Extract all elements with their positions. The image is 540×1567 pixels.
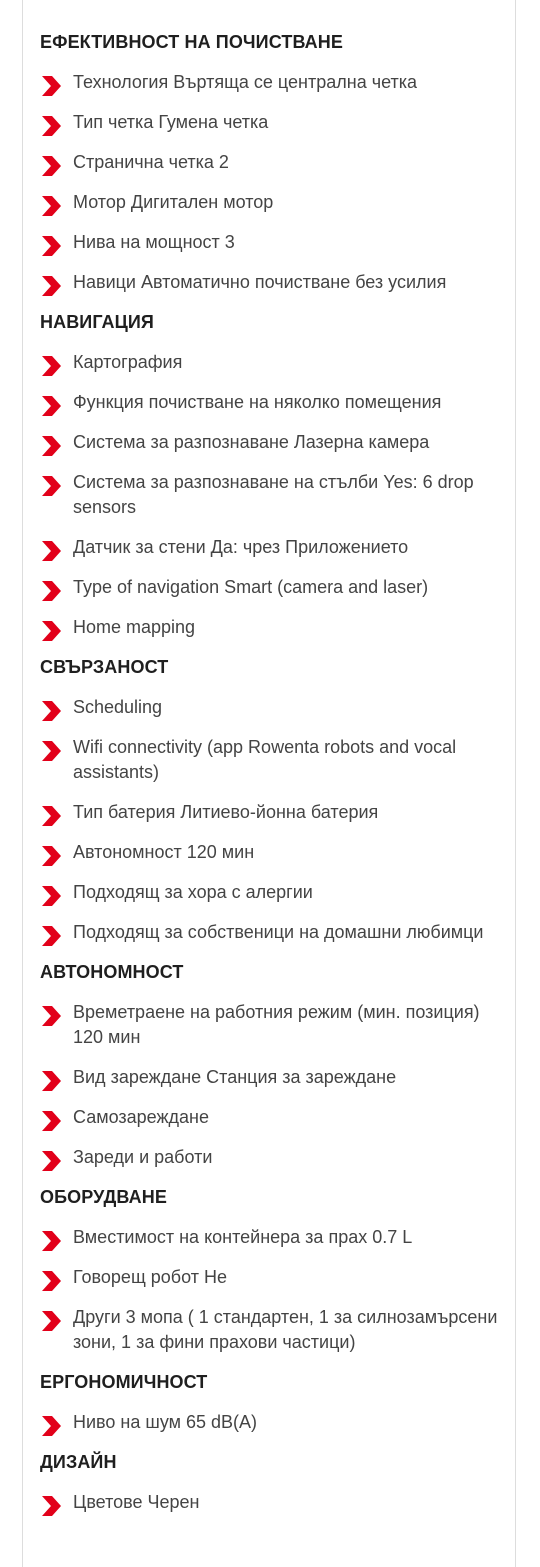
spec-item xyxy=(40,1225,500,1250)
chevron-right-icon xyxy=(40,620,62,642)
spec-item-label: Датчик за стени Да: чрез Приложението xyxy=(73,537,409,557)
chevron-right-icon xyxy=(40,155,62,177)
chevron-right-icon xyxy=(40,740,62,762)
spec-item xyxy=(40,230,500,255)
spec-item xyxy=(40,70,500,95)
chevron-right-icon xyxy=(40,1495,62,1517)
spec-item-label: Навици Автоматично почистване без усилия xyxy=(73,272,447,292)
spec-section xyxy=(40,1185,500,1355)
spec-item-label: Система за разпознаване на стълби Yes: 6 drop sensors xyxy=(73,472,474,517)
chevron-right-icon xyxy=(40,885,62,907)
spec-item xyxy=(40,1410,500,1435)
spec-item xyxy=(40,270,500,295)
spec-item-label: Времетраене на работния режим (мин. позиция) 120 мин xyxy=(73,1002,480,1047)
spec-item xyxy=(40,840,500,865)
spec-item-label: Ниво на шум 65 dB(A) xyxy=(73,1412,258,1432)
chevron-right-icon xyxy=(40,1310,62,1332)
section-title: АВТОНОМНОСТ xyxy=(40,962,184,982)
chevron-right-icon xyxy=(40,540,62,562)
spec-item-label: Автономност 120 мин xyxy=(73,842,255,862)
chevron-right-icon xyxy=(40,1230,62,1252)
spec-item xyxy=(40,470,500,520)
spec-item-label: Други 3 мопа ( 1 стандартен, 1 за силнозамърсени зони, 1 за фини прахови частици) xyxy=(73,1307,498,1352)
spec-item-label: Type of navigation Smart (camera and laser) xyxy=(73,577,429,597)
chevron-right-icon xyxy=(40,580,62,602)
spec-item xyxy=(40,1145,500,1170)
chevron-right-icon xyxy=(40,805,62,827)
spec-item-label: Подходящ за собственици на домашни любимци xyxy=(73,922,484,942)
spec-item xyxy=(40,1490,500,1515)
chevron-right-icon xyxy=(40,395,62,417)
spec-item xyxy=(40,735,500,785)
chevron-right-icon xyxy=(40,1270,62,1292)
section-title: ОБОРУДВАНЕ xyxy=(40,1187,167,1207)
spec-item xyxy=(40,1065,500,1090)
section-title: ЕРГОНОМИЧНОСТ xyxy=(40,1372,208,1392)
section-title: ДИЗАЙН xyxy=(40,1452,117,1472)
spec-section xyxy=(40,655,500,945)
specifications-list xyxy=(40,30,500,1530)
spec-item-label: Говорещ робот Не xyxy=(73,1267,227,1287)
spec-section xyxy=(40,1450,500,1515)
spec-item xyxy=(40,880,500,905)
spec-item xyxy=(40,615,500,640)
spec-item xyxy=(40,1000,500,1050)
chevron-right-icon xyxy=(40,1415,62,1437)
spec-item xyxy=(40,575,500,600)
chevron-right-icon xyxy=(40,195,62,217)
spec-item xyxy=(40,1265,500,1290)
chevron-right-icon xyxy=(40,475,62,497)
spec-item-label: Вместимост на контейнера за прах 0.7 L xyxy=(73,1227,413,1247)
spec-section xyxy=(40,960,500,1170)
spec-item-label: Scheduling xyxy=(73,697,163,717)
spec-item-label: Home mapping xyxy=(73,617,196,637)
spec-item-label: Тип батерия Литиево-йонна батерия xyxy=(73,802,379,822)
chevron-right-icon xyxy=(40,355,62,377)
chevron-right-icon xyxy=(40,845,62,867)
spec-item-label: Система за разпознаване Лазерна камера xyxy=(73,432,430,452)
spec-item xyxy=(40,800,500,825)
specifications-card xyxy=(22,0,516,1567)
spec-item-label: Технология Въртяща се централна четка xyxy=(73,72,418,92)
spec-item xyxy=(40,390,500,415)
spec-item xyxy=(40,1105,500,1130)
spec-item-label: Нива на мощност 3 xyxy=(73,232,235,252)
spec-item-label: Подходящ за хора с алергии xyxy=(73,882,313,902)
spec-item-label: Тип четка Гумена четка xyxy=(73,112,269,132)
spec-section xyxy=(40,310,500,640)
spec-section xyxy=(40,30,500,295)
spec-item-label: Картография xyxy=(73,352,183,372)
chevron-right-icon xyxy=(40,115,62,137)
spec-section xyxy=(40,1370,500,1435)
spec-item-label: Wifi connectivity (app Rowenta robots and vocal assistants) xyxy=(73,737,457,782)
chevron-right-icon xyxy=(40,1110,62,1132)
spec-item-label: Мотор Дигитален мотор xyxy=(73,192,274,212)
spec-item xyxy=(40,1305,500,1355)
spec-item xyxy=(40,150,500,175)
spec-item xyxy=(40,190,500,215)
chevron-right-icon xyxy=(40,75,62,97)
spec-item-label: Странична четка 2 xyxy=(73,152,229,172)
spec-item xyxy=(40,350,500,375)
chevron-right-icon xyxy=(40,435,62,457)
chevron-right-icon xyxy=(40,1150,62,1172)
chevron-right-icon xyxy=(40,235,62,257)
spec-item-label: Вид зареждане Станция за зареждане xyxy=(73,1067,397,1087)
spec-item-label: Самозареждане xyxy=(73,1107,209,1127)
spec-item xyxy=(40,110,500,135)
section-title: ЕФЕКТИВНОСТ НА ПОЧИСТВАНЕ xyxy=(40,32,343,52)
chevron-right-icon xyxy=(40,925,62,947)
chevron-right-icon xyxy=(40,700,62,722)
spec-item xyxy=(40,920,500,945)
spec-item xyxy=(40,535,500,560)
spec-item-label: Зареди и работи xyxy=(73,1147,213,1167)
spec-item xyxy=(40,695,500,720)
section-title: СВЪРЗАНОСТ xyxy=(40,657,169,677)
section-title: НАВИГАЦИЯ xyxy=(40,312,154,332)
spec-item-label: Цветове Черен xyxy=(73,1492,200,1512)
chevron-right-icon xyxy=(40,1005,62,1027)
spec-item xyxy=(40,430,500,455)
spec-item-label: Функция почистване на няколко помещения xyxy=(73,392,442,412)
chevron-right-icon xyxy=(40,275,62,297)
chevron-right-icon xyxy=(40,1070,62,1092)
